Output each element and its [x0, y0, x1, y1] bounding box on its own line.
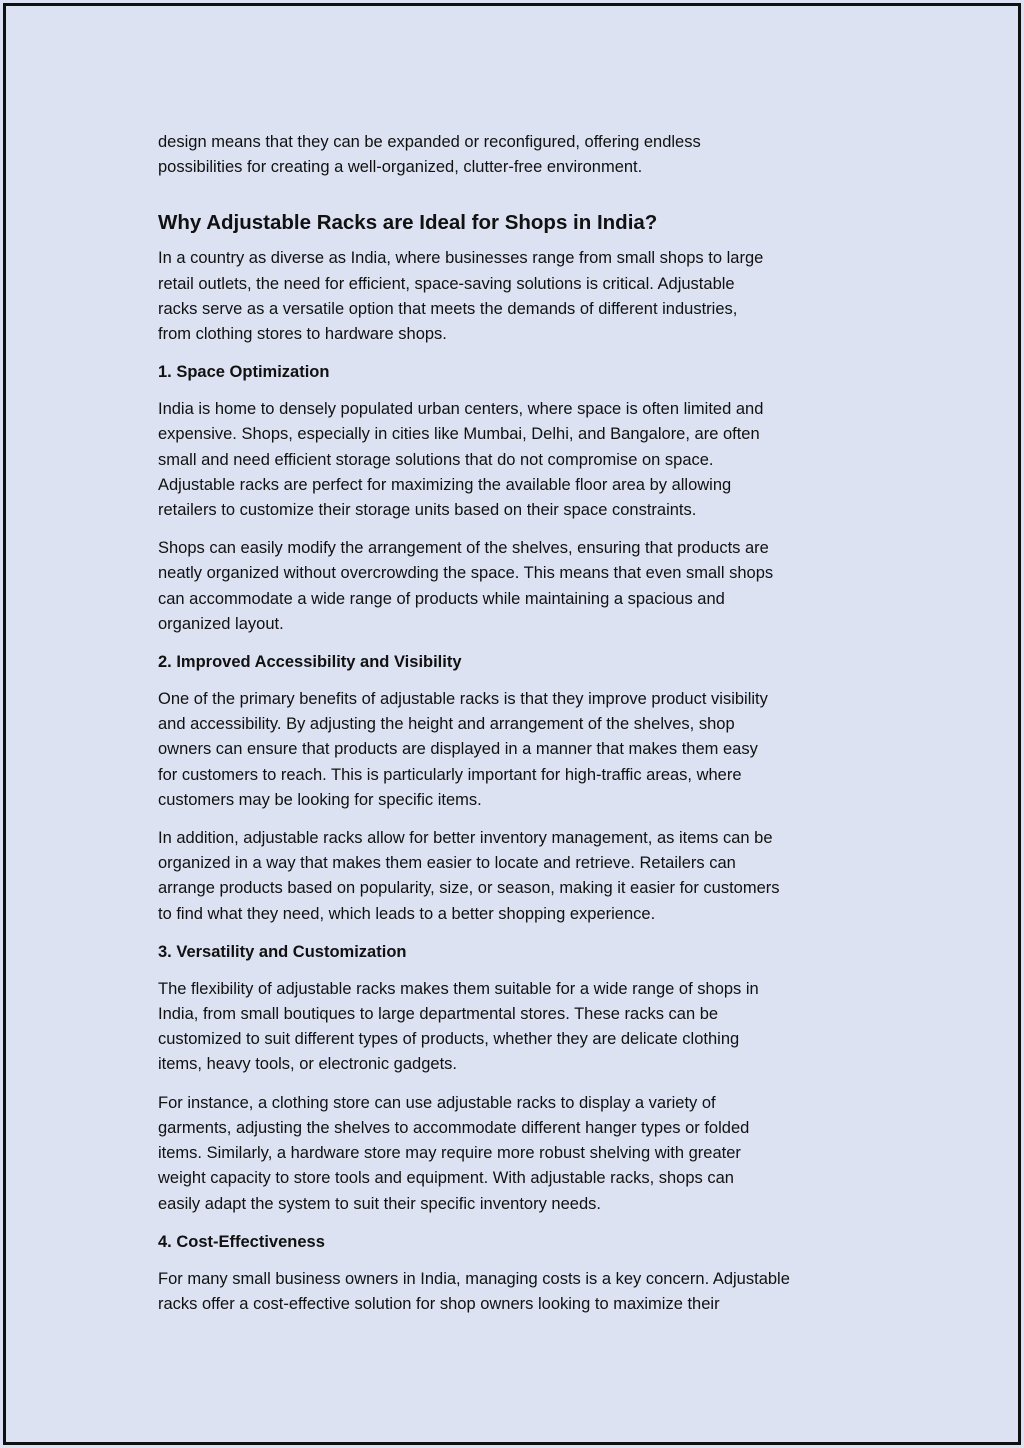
text-line: customers may be looking for specific items. — [158, 790, 482, 809]
document-content — [158, 130, 878, 1330]
text-line: organized in a way that makes them easier to locate and retrieve. Retailers can — [158, 854, 736, 873]
paragraph — [158, 687, 878, 813]
text-line: India, from small boutiques to large departmental stores. These racks can be — [158, 1005, 719, 1024]
text-line: retailers to customize their storage units based on their space constraints. — [158, 501, 697, 520]
text-line: garments, adjusting the shelves to accommodate different hanger types or folded — [158, 1118, 750, 1137]
section-heading: Why Adjustable Racks are Ideal for Shops in India? — [158, 211, 658, 235]
paragraph — [158, 977, 878, 1078]
paragraph — [158, 1267, 878, 1317]
text-line: easily adapt the system to suit their specific inventory needs. — [158, 1194, 601, 1213]
text-line: for customers to reach. This is particularly important for high-traffic areas, where — [158, 765, 742, 784]
text-line: to find what they need, which leads to a better shopping experience. — [158, 904, 656, 923]
paragraph — [158, 397, 878, 523]
text-line: For instance, a clothing store can use adjustable racks to display a variety of — [158, 1093, 716, 1112]
text-line: can accommodate a wide range of products while maintaining a spacious and — [158, 589, 725, 608]
text-line: from clothing stores to hardware shops. — [158, 325, 447, 344]
text-line: design means that they can be expanded or reconfigured, offering endless — [158, 133, 701, 151]
paragraph — [158, 536, 878, 637]
text-line: weight capacity to store tools and equipment. With adjustable racks, shops can — [158, 1169, 734, 1188]
text-line: For many small business owners in India, managing costs is a key concern. Adjustable — [158, 1269, 790, 1288]
text-line: organized layout. — [158, 614, 284, 633]
text-line: One of the primary benefits of adjustable racks is that they improve product visibility — [158, 690, 768, 709]
text-line: neatly organized without overcrowding the space. This means that even small shops — [158, 564, 774, 583]
text-line: In addition, adjustable racks allow for better inventory management, as items can be — [158, 829, 773, 848]
subheading-space-optimization: 1. Space Optimization — [158, 363, 330, 382]
paragraph — [158, 826, 878, 927]
heading-paragraph — [158, 246, 878, 347]
text-line: arrange products based on popularity, size, or season, making it easier for customers — [158, 879, 780, 898]
text-line: possibilities for creating a well-organized, clutter-free environment. — [158, 158, 643, 177]
text-line: owners can ensure that products are displayed in a manner that makes them easy — [158, 740, 758, 759]
text-line: In a country as diverse as India, where businesses range from small shops to large — [158, 249, 764, 268]
text-line: items, heavy tools, or electronic gadgets. — [158, 1055, 457, 1074]
text-line: Shops can easily modify the arrangement of the shelves, ensuring that products are — [158, 539, 769, 558]
document-page — [3, 3, 1021, 1445]
text-line: The flexibility of adjustable racks makes them suitable for a wide range of shops in — [158, 979, 759, 998]
text-line: racks serve as a versatile option that meets the demands of different industries, — [158, 299, 738, 318]
text-line: Adjustable racks are perfect for maximizing the available floor area by allowing — [158, 475, 732, 494]
subheading-accessibility: 2. Improved Accessibility and Visibility — [158, 653, 462, 672]
text-line: retail outlets, the need for efficient, space-saving solutions is critical. Adjustable — [158, 274, 735, 293]
text-line: small and need efficient storage solutions that do not compromise on space. — [158, 450, 714, 469]
subheading-versatility: 3. Versatility and Customization — [158, 942, 407, 961]
subheading-cost-effectiveness: 4. Cost-Effectiveness — [158, 1232, 325, 1251]
intro-paragraph — [158, 130, 878, 180]
text-line: items. Similarly, a hardware store may require more robust shelving with greater — [158, 1144, 741, 1163]
text-line: expensive. Shops, especially in cities like Mumbai, Delhi, and Bangalore, are often — [158, 425, 760, 444]
paragraph — [158, 1091, 878, 1217]
text-line: racks offer a cost-effective solution for shop owners looking to maximize their — [158, 1294, 720, 1313]
text-line: and accessibility. By adjusting the height and arrangement of the shelves, shop — [158, 715, 735, 734]
text-line: customized to suit different types of products, whether they are delicate clothing — [158, 1030, 740, 1049]
text-line: India is home to densely populated urban centers, where space is often limited and — [158, 400, 764, 419]
